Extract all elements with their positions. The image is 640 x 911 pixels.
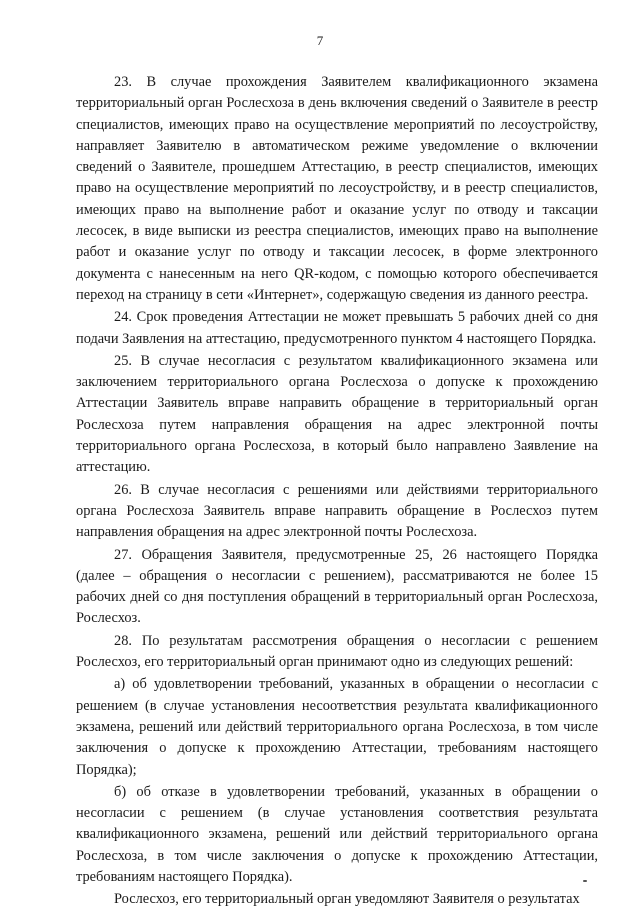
paragraph-27: 27. Обращения Заявителя, предусмотренные 25, 26 настоящего Порядка (далее – обращения о несогласии с решением), рассматриваются не более 15 рабочих дней со дня поступления обращений в территориальный орган Рослесхоза, Рослесхоз.	[76, 546, 598, 627]
paragraph-28-a: а) об удовлетворении требований, указанных в обращении о несогласии с решением (в случае установления несоответствия результата квалификационного экзамена, решений или действий территориального органа Рослесхоза, в том числе заключения о допуске к прохождению Аттестации, требованиям настоящего Порядка);	[76, 676, 598, 778]
paragraph-26: 26. В случае несогласия с решениями или действиями территориального органа Рослесхоза Заявитель вправе направить обращение в Рослесхоз путем направления обращения на адрес электронной почты Рослесхоза.	[76, 481, 598, 541]
paragraph-25: 25. В случае несогласия с результатом квалификационного экзамена или заключением территориального органа Рослесхоза о допуске к прохождению Аттестации Заявитель вправе направить обращение в территориальный орган Рослесхоза путем направления обращения на адрес электронной почты территориального органа Рослесхоза, в который было направлено Заявление на аттестацию.	[76, 352, 598, 476]
document-body	[76, 72, 598, 911]
paragraph-notification: Рослесхоз, его территориальный орган уведомляют Заявителя о результатах	[114, 891, 580, 908]
paragraph-28-b: б) об отказе в удовлетворении требований, указанных в обращении о несогласии с решением (в случае установления соответствия результата квалификационного экзамена, решений или действий территориального органа Рослесхоза, в том числе заключения о допуске к прохождению Аттестации, требованиям настоящего Порядка).	[76, 783, 598, 885]
page-number: 7	[316, 33, 324, 48]
paragraph-24: 24. Срок проведения Аттестации не может превышать 5 рабочих дней со дня подачи Заявления на аттестацию, предусмотренного пунктом 4 настоящего Порядка.	[76, 309, 598, 347]
paragraph-28: 28. По результатам рассмотрения обращения о несогласии с решением Рослесхоз, его территориальный орган принимают одно из следующих решений:	[76, 632, 598, 671]
paragraph-23: 23. В случае прохождения Заявителем квалификационного экзамена территориальный орган Рослесхоза в день включения сведений о Заявителе в реестр специалистов, имеющих право на осуществление мероприятий по лесоустройству, направляет Заявителю в автоматическом режиме уведомление о включении сведений о Заявителе, прошедшем Аттестацию, в реестр специалистов, имеющих право на осуществление мероприятий по лесоустройству, и в реестр специалистов, имеющих право на выполнение работ и оказание услуг по отводу и таксации лесосек, в виде выписки из реестра специалистов, имеющих право на выполнение работ и оказание услуг по отводу и таксации лесосек, в форме электронного документа с нанесенным на него QR-кодом, с помощью которого обеспечивается переход на страницу в сети «Интернет», содержащую сведения из данного реестра.	[76, 74, 598, 303]
scan-speck	[583, 880, 587, 882]
